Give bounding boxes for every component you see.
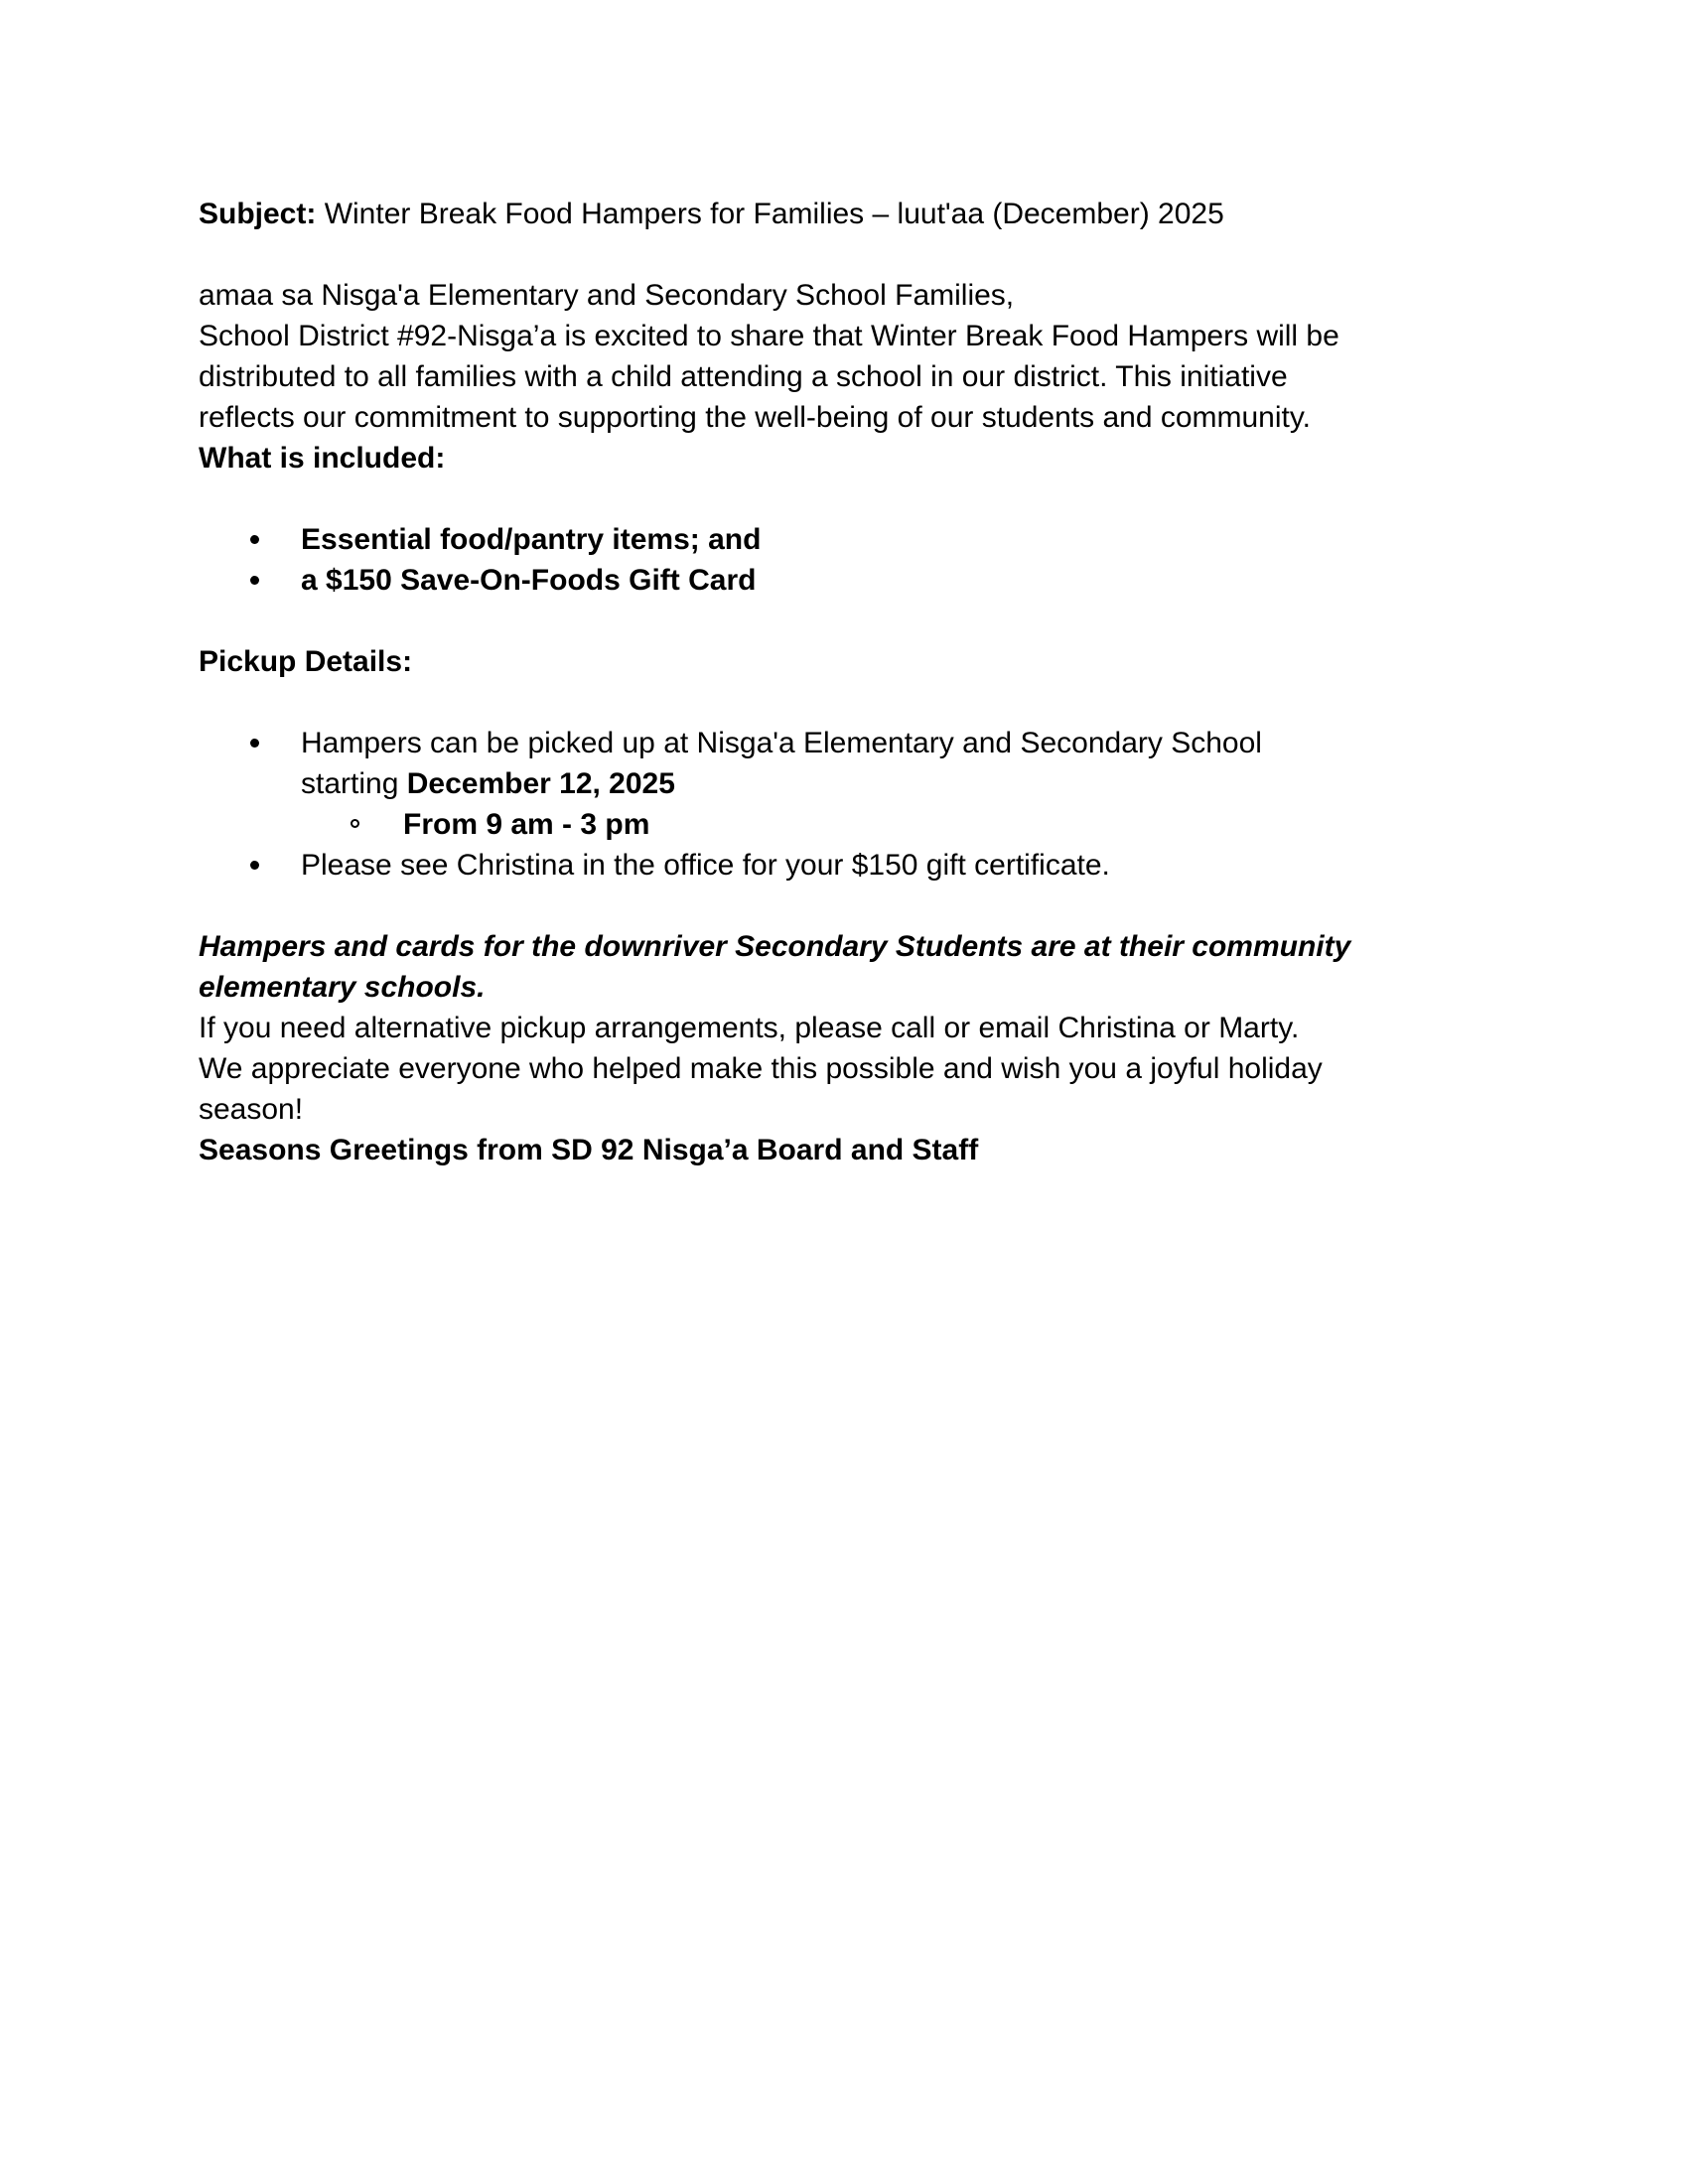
list-item-text: Hampers can be picked up at Nisga'a Elementary and Secondary School [301, 727, 1262, 759]
intro-line: distributed to all families with a child attending a school in our district. This initiative [199, 360, 1288, 393]
pickup-list [199, 723, 1499, 886]
sub-list-item-text: From 9 am - 3 pm [403, 808, 650, 841]
bullet-icon [250, 739, 259, 748]
list-item [199, 845, 1499, 886]
intro-line: School District #92-Nisga’a is excited to share that Winter Break Food Hampers will be [199, 320, 1339, 352]
bullet-icon [250, 535, 259, 544]
sub-list-item [199, 804, 1499, 845]
pickup-heading: Pickup Details: [199, 645, 413, 678]
included-heading: What is included: [199, 442, 446, 475]
subject-label: Subject: [199, 198, 317, 230]
closing-line: If you need alternative pickup arrangements, please call or email Christina or Marty. [199, 1012, 1300, 1044]
list-item-text: Essential food/pantry items; and [301, 523, 762, 556]
intro-block [199, 275, 1499, 478]
bullet-icon [250, 576, 259, 585]
pickup-heading-block [199, 641, 1499, 682]
greeting-line: amaa sa Nisga'a Elementary and Secondary School Families, [199, 279, 1015, 312]
list-item-text: a $150 Save-On-Foods Gift Card [301, 564, 757, 597]
notice-line: Hampers and cards for the downriver Secondary Students are at their community [199, 930, 1351, 963]
email-body [199, 194, 1499, 1170]
list-item [199, 723, 1499, 763]
list-item-text: starting [301, 767, 407, 800]
included-list [199, 519, 1499, 601]
list-item-text: Please see Christina in the office for your $150 gift certificate. [301, 849, 1110, 882]
list-item [199, 560, 1499, 601]
closing-block [199, 926, 1499, 1170]
list-item [199, 519, 1499, 560]
subject-line [199, 194, 1499, 234]
circle-bullet-icon [351, 819, 359, 828]
closing-line: season! [199, 1093, 304, 1126]
subject-text: Winter Break Food Hampers for Families – luut'aa (December) 2025 [316, 198, 1224, 230]
closing-line: We appreciate everyone who helped make this possible and wish you a joyful holiday [199, 1052, 1323, 1085]
signoff-line: Seasons Greetings from SD 92 Nisga’a Board and Staff [199, 1134, 979, 1166]
pickup-date: December 12, 2025 [406, 767, 675, 800]
list-item-continuation [199, 763, 1499, 804]
bullet-icon [250, 861, 259, 870]
intro-line: reflects our commitment to supporting the well-being of our students and community. [199, 401, 1311, 434]
notice-line: elementary schools. [199, 971, 486, 1004]
subject-block [199, 194, 1499, 234]
